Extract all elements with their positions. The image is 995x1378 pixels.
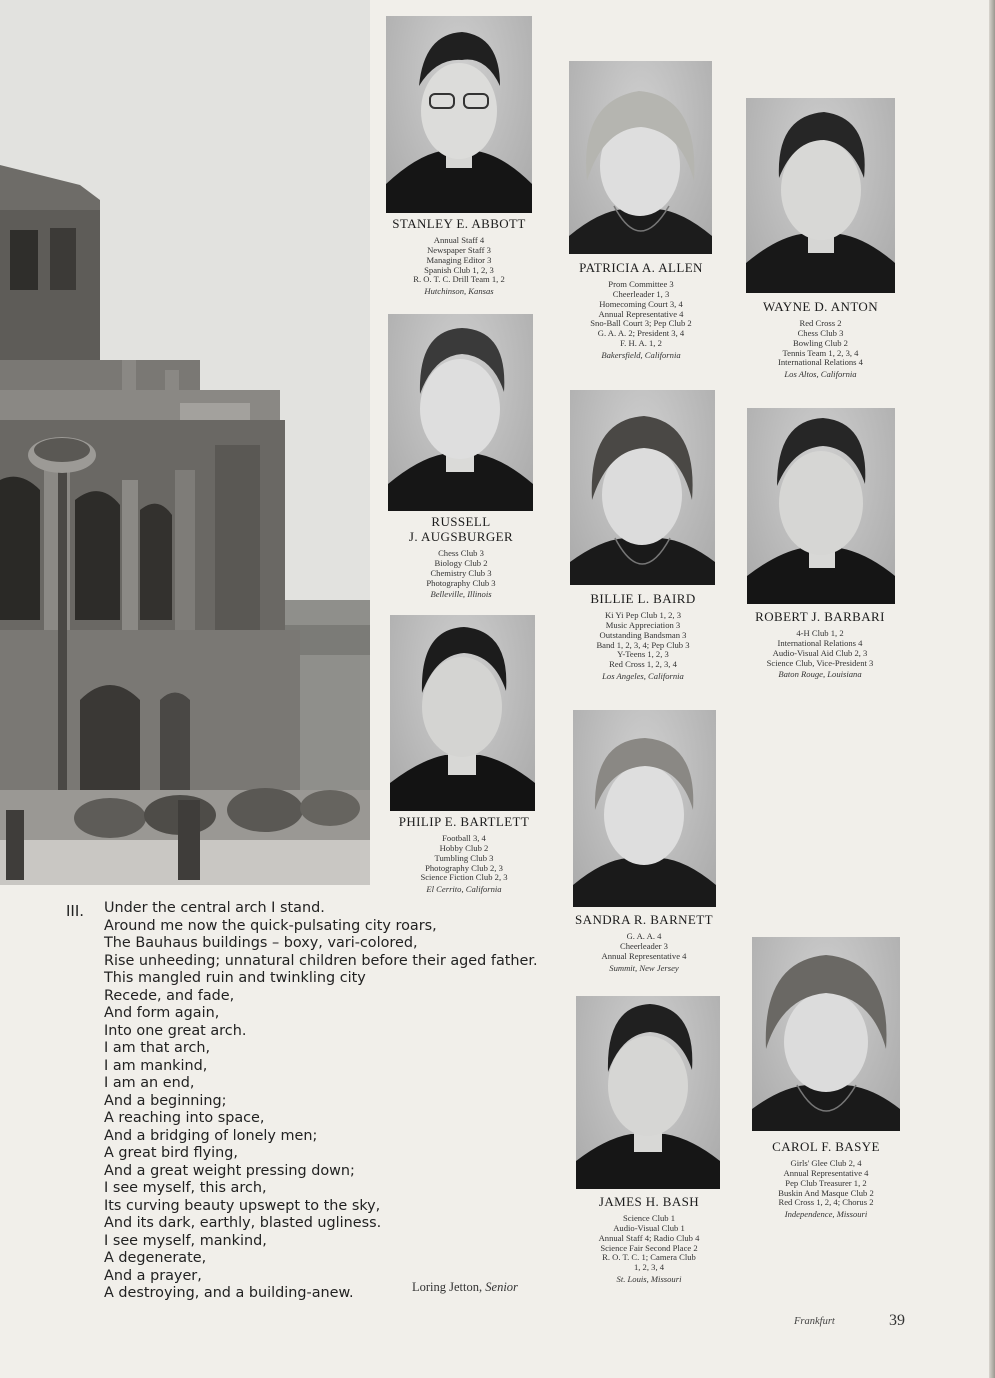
activity: Biology Club 2: [434, 557, 488, 568]
activity: Science Club 1: [622, 1212, 676, 1223]
activity: Ki Yi Pep Club 1, 2, 3: [604, 609, 682, 620]
activity: Photography Club 2, 3: [425, 862, 503, 873]
portrait-bash: [576, 996, 720, 1189]
activity: R. O. T. C. Drill Team 1, 2: [413, 274, 505, 285]
caption-bash: [568, 1195, 730, 1285]
poem-line: And its dark, earthly, blasted ugliness.: [104, 1215, 382, 1231]
senior-name: ROBERT J. BARBARI: [755, 609, 885, 624]
caption-allen: [562, 261, 720, 361]
poem-section-number: III.: [66, 902, 85, 920]
hometown: Baton Rouge, Louisiana: [778, 669, 862, 680]
activity: Photography Club 3: [426, 577, 496, 588]
senior-name: PATRICIA A. ALLEN: [579, 260, 703, 275]
activity: Annual Representative 4: [783, 1167, 869, 1178]
caption-augsburger: [380, 515, 542, 600]
activity: Tumbling Club 3: [434, 852, 494, 863]
activity: Chess Club 3: [797, 327, 844, 338]
senior-name: STANLEY E. ABBOTT: [392, 216, 526, 231]
page-number: 39: [889, 1312, 905, 1329]
activity: G. A. A. 2; President 3, 4: [597, 328, 685, 339]
poem-line: I am that arch,: [104, 1040, 211, 1056]
poem-line: And a bridging of lonely men;: [104, 1127, 318, 1144]
activity: Homecoming Court 3, 4: [599, 298, 683, 309]
activity: Science Fiction Club 2, 3: [420, 872, 508, 883]
author-name: Loring Jetton,: [412, 1280, 483, 1294]
poem-line: Rise unheeding; unnatural children before their aged father.: [104, 952, 538, 969]
senior-name: PHILIP E. BARTLETT: [398, 814, 530, 829]
activity: 1, 2, 3, 4: [633, 1262, 665, 1273]
caption-baird: [562, 592, 724, 682]
poem-line: Its curving beauty upswept to the sky,: [104, 1197, 381, 1214]
activity: Cheerleader 3: [620, 940, 668, 951]
opera-house-photo: [0, 0, 370, 885]
senior-name: CAROL F. BASYE: [772, 1139, 880, 1154]
senior-name-line2: J. AUGSBURGER: [408, 528, 514, 544]
poem-line: Into one great arch.: [104, 1022, 247, 1039]
poem-line: A destroying, and a building-anew.: [104, 1285, 354, 1301]
author-class: Senior: [485, 1280, 518, 1294]
activity: Tennis Team 1, 2, 3, 4: [782, 347, 859, 358]
portrait-allen: [569, 61, 712, 254]
senior-name: BILLIE L. BAIRD: [590, 591, 696, 606]
activities-list: [562, 611, 724, 670]
activity: Football 3, 4: [442, 832, 486, 843]
activity: Band 1, 2, 3, 4; Pep Club 3: [596, 639, 690, 650]
poem-line: Recede, and fade,: [104, 987, 235, 1004]
activity: Annual Staff 4; Radio Club 4: [598, 1232, 700, 1243]
poem-line: I am an end,: [104, 1075, 195, 1091]
hometown: Summit, New Jersey: [609, 962, 679, 973]
activity: Annual Representative 4: [598, 308, 684, 319]
activities-list: [736, 629, 904, 669]
hometown: Los Angeles, California: [602, 671, 684, 682]
poem-line: I am mankind,: [104, 1057, 208, 1074]
poem-line: The Bauhaus buildings – boxy, vari-colored,: [104, 935, 418, 951]
activities-list: [738, 319, 903, 368]
activities-list: [742, 1159, 910, 1208]
poem-line: And form again,: [104, 1005, 220, 1021]
portrait-barbari: [747, 408, 895, 604]
caption-barbari: [736, 610, 904, 680]
portrait-abbott: [386, 16, 532, 213]
hometown: Los Altos, California: [784, 369, 857, 380]
activity: Red Cross 2: [799, 317, 842, 328]
caption-barnett: [563, 913, 725, 973]
portrait-basye: [752, 937, 900, 1131]
activity: Prom Committee 3: [608, 278, 674, 289]
poem-line: A reaching into space,: [104, 1110, 265, 1126]
activity: Audio-Visual Club 1: [613, 1222, 685, 1233]
activity: Buskin And Masque Club 2: [778, 1187, 874, 1198]
poem-line: And a beginning;: [104, 1092, 227, 1109]
activity: Outstanding Bandsman 3: [599, 629, 687, 640]
poem-line: Around me now the quick-pulsating city roars,: [104, 917, 437, 934]
activities-list: [378, 236, 540, 285]
activities-list: [563, 932, 725, 962]
poem-line: And a prayer,: [104, 1267, 202, 1284]
activity: International Relations 4: [777, 637, 863, 648]
portrait-baird: [570, 390, 715, 585]
activity: Hobby Club 2: [439, 842, 489, 853]
activities-list: [568, 1214, 730, 1273]
page-edge: [989, 0, 995, 1378]
activity: Spanish Club 1, 2, 3: [424, 264, 494, 275]
poem-line: And a great weight pressing down;: [104, 1162, 355, 1179]
poem-line: A degenerate,: [104, 1250, 207, 1266]
activity: Newspaper Staff 3: [427, 244, 491, 255]
activity: Music Appreciation 3: [605, 619, 681, 630]
senior-name: SANDRA R. BARNETT: [575, 912, 713, 927]
activity: Audio-Visual Aid Club 2, 3: [772, 647, 868, 658]
caption-bartlett: [385, 815, 543, 895]
poem-line: I see myself, this arch,: [104, 1180, 267, 1196]
hometown: Belleville, Illinois: [430, 589, 492, 600]
caption-basye: [742, 1140, 910, 1220]
activity: Girls' Glee Club 2, 4: [790, 1157, 862, 1168]
activity: Sno-Ball Court 3; Pep Club 2: [590, 318, 692, 329]
portrait-augsburger: [388, 314, 533, 511]
activity: 4-H Club 1, 2: [796, 627, 844, 638]
activity: Annual Representative 4: [601, 950, 687, 961]
poem-line: Under the central arch I stand.: [104, 900, 325, 916]
activities-list: [562, 280, 720, 349]
activity: F. H. A. 1, 2: [620, 338, 662, 349]
portrait-anton: [746, 98, 895, 293]
poem-line: A great bird flying,: [104, 1145, 238, 1161]
activities-list: [385, 834, 543, 883]
hometown: Independence, Missouri: [784, 1209, 868, 1220]
poem-line: I see myself, mankind,: [104, 1232, 267, 1249]
poem-text: [104, 900, 538, 1303]
activity: Red Cross 1, 2, 4; Chorus 2: [778, 1197, 874, 1208]
activity: Chess Club 3: [438, 547, 484, 558]
footer-section-title: Frankfurt: [794, 1316, 835, 1327]
hometown: Hutchinson, Kansas: [424, 286, 494, 297]
portrait-barnett: [573, 710, 716, 907]
hometown: El Cerrito, California: [426, 884, 502, 895]
activity: R. O. T. C. 1; Camera Club: [602, 1252, 696, 1263]
portrait-bartlett: [390, 615, 535, 811]
activity: Science Fair Second Place 2: [600, 1242, 698, 1253]
activity: Bowling Club 2: [793, 337, 848, 348]
caption-abbott: [378, 217, 540, 297]
activity: Science Club, Vice-President 3: [766, 657, 874, 668]
activity: Chemistry Club 3: [430, 567, 492, 578]
activity: Managing Editor 3: [426, 254, 492, 265]
caption-anton: [738, 300, 903, 380]
activities-list: [380, 549, 542, 589]
activity: Red Cross 1, 2, 3, 4: [609, 659, 677, 670]
activity: Cheerleader 1, 3: [612, 288, 670, 299]
senior-name: WAYNE D. ANTON: [762, 299, 879, 314]
activity: Y-Teens 1, 2, 3: [617, 649, 669, 660]
poem-author: [412, 1280, 518, 1295]
activity: Annual Staff 4: [433, 234, 485, 245]
hometown: Bakersfield, California: [601, 350, 681, 361]
senior-name: JAMES H. BASH: [598, 1194, 700, 1209]
senior-name: RUSSELL: [431, 514, 491, 529]
activity: G. A. A. 4: [626, 930, 662, 941]
activity: Pep Club Treasurer 1, 2: [785, 1177, 867, 1188]
poem-line: This mangled ruin and twinkling city: [104, 970, 366, 986]
hometown: St. Louis, Missouri: [616, 1274, 682, 1285]
activity: International Relations 4: [778, 357, 863, 368]
